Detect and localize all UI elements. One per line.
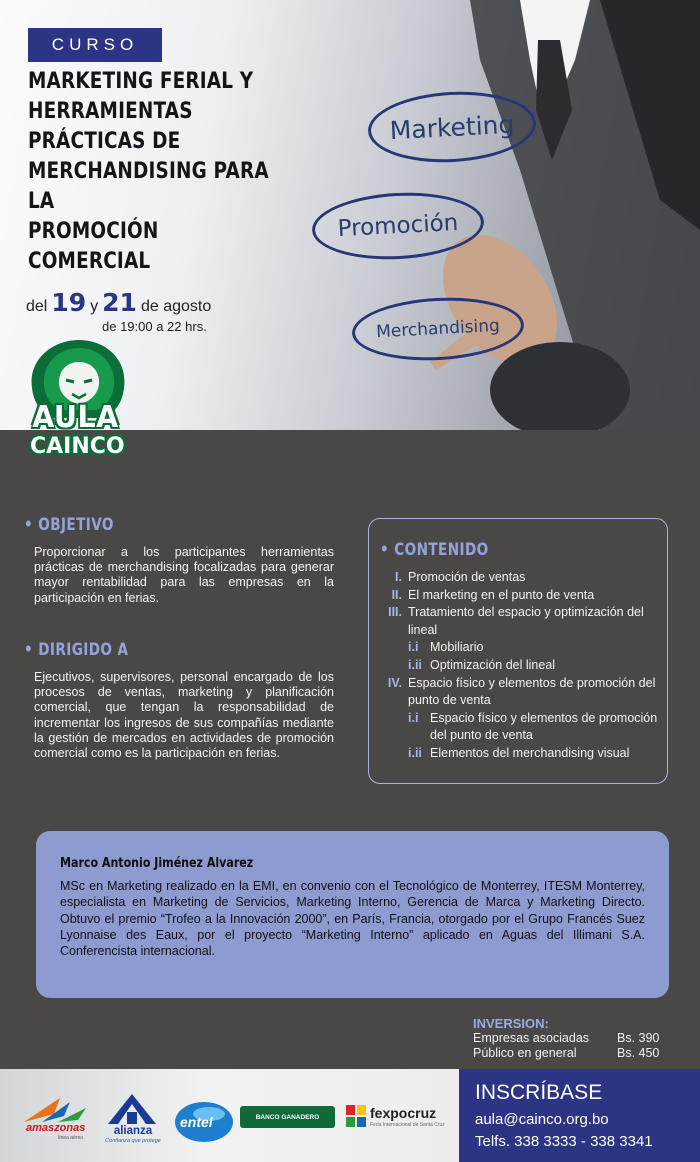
- course-badge: CURSO: [28, 28, 162, 62]
- price-label: Empresas asociadas: [473, 1031, 590, 1045]
- course-dates: [26, 288, 211, 317]
- pricing-block: [473, 1017, 673, 1061]
- speaker-name: Marco Antonio Jiménez Alvarez: [60, 856, 254, 871]
- toc-number: i.ii: [408, 657, 422, 672]
- speaker-panel: [36, 831, 669, 998]
- toc-number: i.ii: [408, 745, 422, 760]
- toc-subitem: [380, 745, 660, 763]
- day-end: 21: [102, 288, 137, 317]
- toc-subitem: [380, 657, 660, 675]
- alianza-logo-text: alianza: [113, 1125, 153, 1137]
- price-value: Bs. 450: [617, 1046, 660, 1060]
- toc-text: Espacio físico y elementos de promoción del punto de venta: [430, 710, 658, 743]
- logo-aula-text: AULA: [32, 400, 119, 435]
- oval-merchandising: Merchandising: [350, 294, 525, 365]
- toc-number: III.: [388, 605, 402, 620]
- toc-number: II.: [391, 587, 402, 602]
- dirigido-text: Ejecutivos, supervisores, personal encargado de los procesos de ventas, marketing y planificación comercial, que tengan la responsabilidad de incrementar los ingresos de sus compañías mediante la gestión de mercados en actividades de promoción comercial como es la participación en ferias.: [34, 670, 334, 761]
- logo-cainco-text: CAINCO: [30, 434, 125, 459]
- toc-item: [380, 587, 660, 605]
- date-month: de agosto: [140, 298, 212, 315]
- toc-subitem: [380, 710, 660, 745]
- entel-logo-text: entel: [180, 1114, 213, 1130]
- toc-text: Promoción de ventas: [408, 570, 526, 584]
- price-row: [473, 1046, 673, 1061]
- toc-number: IV.: [387, 675, 402, 690]
- toc-item: [380, 604, 660, 639]
- price-value: Bs. 390: [617, 1031, 660, 1045]
- toc-number: I.: [395, 570, 402, 584]
- date-prefix: del: [26, 298, 48, 315]
- alianza-tagline: Confianza que protege: [105, 1138, 161, 1144]
- price-row: [473, 1031, 673, 1046]
- toc-number: i.i: [408, 640, 419, 655]
- course-time: de 19:00 a 22 hrs.: [102, 319, 207, 334]
- toc-item: [380, 569, 660, 587]
- pricing-heading: INVERSION:: [473, 1016, 549, 1031]
- amaszonas-logo-text: amaszonas: [26, 1122, 86, 1134]
- toc-text: Mobiliario: [430, 640, 484, 655]
- course-title: MARKETING FERIAL Y HERRAMIENTAS PRÁCTICAS DE MERCHANDISING PARA LA PROMOCIÓN COMERCIAL: [28, 68, 269, 274]
- toc-number: i.i: [408, 710, 419, 725]
- toc-subitem: [380, 639, 660, 657]
- objetivo-heading: • OBJETIVO: [24, 515, 114, 535]
- fexpocruz-logo-icon: [346, 1105, 366, 1127]
- toc-text: Elementos del merchandising visual: [430, 745, 630, 760]
- toc-text: Tratamiento del espacio y optimización del lineal: [408, 605, 644, 637]
- toc-text: El marketing en el punto de venta: [408, 587, 595, 602]
- fexpocruz-logo-text: fexpocruz: [370, 1105, 437, 1121]
- fexpocruz-tagline: Feria Internacional de Santa Cruz: [370, 1122, 445, 1128]
- register-cta: INSCRÍBASE: [475, 1081, 603, 1104]
- toc-item: [380, 675, 660, 710]
- registration-panel: [459, 1069, 700, 1162]
- oval-marketing: Marketing: [366, 88, 537, 167]
- toc-text: Optimización del lineal: [430, 657, 556, 672]
- toc-text: Espacio físico y elementos de promoción del punto de venta: [408, 675, 656, 708]
- dirigido-heading: • DIRIGIDO A: [24, 640, 129, 660]
- contact-email[interactable]: aula@cainco.org.bo: [475, 1111, 609, 1128]
- speaker-bio: MSc en Marketing realizado en la EMI, en convenio con el Tecnológico de Monterrey, ITESM Monterrey, especialista en Marketing de Servicios, Marketing Interno, Gerencia de Marca y Marketing Directo. Obtuvo el premio “Trofeo a la Innovación 2000”, en París, Francia, otorgado por el Grupo Francés Suez Lyonnaise des Eaux, por el proyecto “Marketing Interno” aplicado en Aguas del Illimani S.A. Conferencista internacional.: [60, 879, 645, 959]
- contenido-list: [380, 569, 660, 763]
- banco-ganadero-logo: BANCO GANADERO: [240, 1106, 335, 1128]
- date-conjunction: y: [90, 298, 99, 315]
- objetivo-text: Proporcionar a los participantes herramientas prácticas de merchandising focalizadas para generar mayor rentabilidad para las empresas en la participación en ferias.: [34, 545, 334, 605]
- contact-phone[interactable]: Telfs. 338 3333 - 338 3341: [475, 1133, 653, 1150]
- oval-promocion: Promoción: [310, 189, 485, 264]
- contenido-heading: • CONTENIDO: [380, 540, 489, 560]
- price-label: Público en general: [473, 1046, 577, 1060]
- amaszonas-tagline: línea aérea: [58, 1135, 84, 1141]
- day-start: 19: [51, 288, 87, 317]
